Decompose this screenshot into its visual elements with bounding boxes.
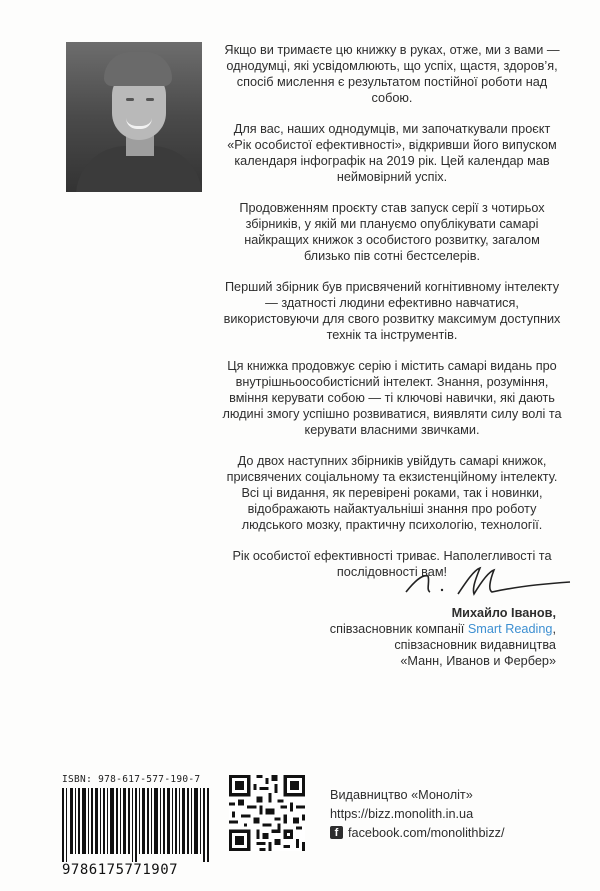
paragraph: Для вас, наших однодумців, ми започаткували проєкт «Рік особистої ефективності», відкривши його випуском календаря інфографік на 2019 рік. Цей календар мав неймовірний успіх. xyxy=(227,122,557,184)
author-photo xyxy=(66,42,202,192)
publisher-info xyxy=(330,786,505,843)
publisher-name: Видавництво «Моноліт» xyxy=(330,787,473,802)
barcode xyxy=(62,788,210,862)
paragraph: Продовженням проєкту став запуск серії з чотирьох збірників, у якій ми плануємо опублікувати самарі найкращих книжок з особистого розвитку, загалом близько пів сотні бестселерів. xyxy=(239,201,545,263)
paragraph: Ця книжка продовжує серію і містить самарі видань про внутрішньоособистісний інтелект. Знання, розуміння, вміння керувати собою — ті ключові навички, які дають людині змогу успішно розвиватися, виявляти силу волі та керувати власними звичками. xyxy=(222,359,562,437)
facebook-link[interactable]: facebook.com/monolithbizz/ xyxy=(348,825,505,840)
author-role-3: «Манн, Иванов и Фербер» xyxy=(400,654,556,668)
facebook-icon: f xyxy=(330,826,343,839)
signoff xyxy=(236,605,556,669)
brand-smart-reading: Smart Reading xyxy=(467,622,553,636)
author-role-1: співзасновник компанії Smart Reading, xyxy=(329,622,556,636)
barcode-number: 9786175771907 xyxy=(62,862,179,878)
author-role-2: співзасновник видавництва xyxy=(394,638,556,652)
isbn: ISBN: 978-617-577-190-7 xyxy=(62,774,201,785)
author-name: Михайло Іванов, xyxy=(451,606,556,620)
paragraph: Якщо ви тримаєте цю книжку в руках, отже, ми з вами — однодумці, які усвідомлюють, що успіх, щастя, здоров’я, спосіб мислення є результатом постійної роботи над собою. xyxy=(224,43,560,105)
qr-code[interactable] xyxy=(229,775,305,851)
publisher-facebook[interactable] xyxy=(330,824,505,841)
signature xyxy=(400,560,572,600)
intro-text xyxy=(222,42,562,595)
paragraph: Рік особистої ефективності триває. Наполегливості та послідовності вам! xyxy=(232,549,552,579)
publisher-url[interactable]: https://bizz.monolith.in.ua xyxy=(330,806,474,821)
paragraph: Перший збірник був присвячений когнітивному інтелекту — здатності людини ефективно навчатися, використовуючи для свого розвитку максимум доступних технік та інструментів. xyxy=(223,280,561,342)
paragraph: До двох наступних збірників увійдуть самарі книжок, присвячених соціальному та екзистенційному інтелекту. Всі ці видання, як перевірені роками, так і новинки, відображають найактуальніші знання про роботу людського мозку, практичну психологію, технології. xyxy=(226,454,558,532)
